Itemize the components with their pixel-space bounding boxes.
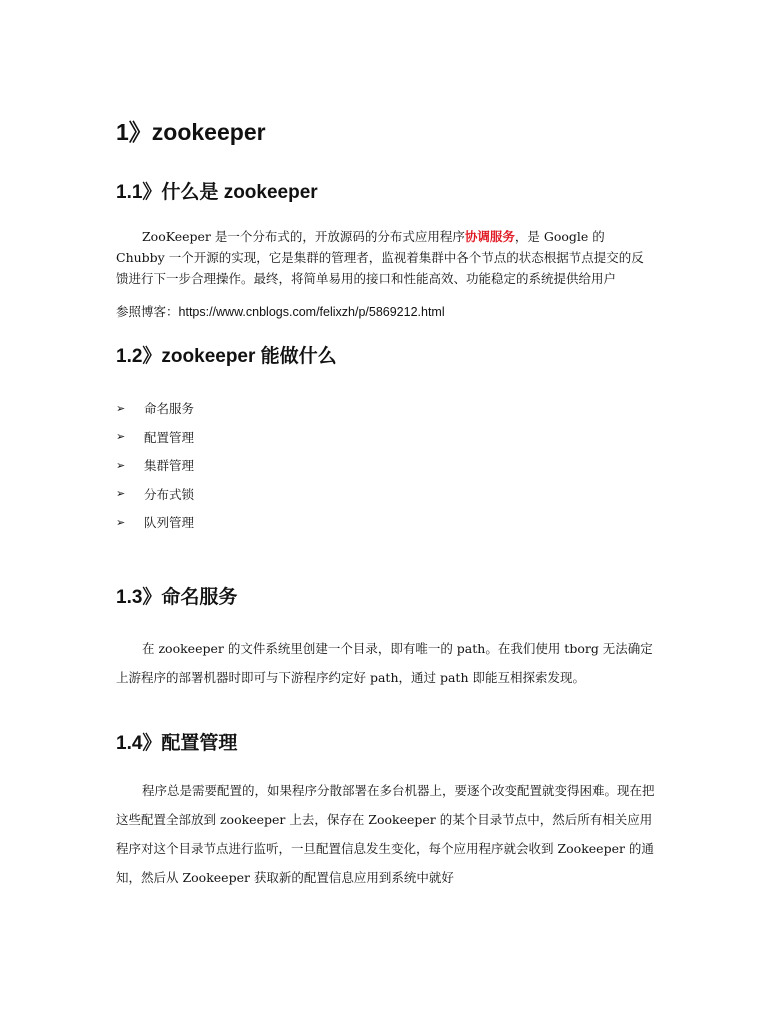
list-item-label: 集群管理	[144, 458, 195, 474]
intro-text: ZooKeeper 是一个分布式的，开放源码的分布式应用程序	[142, 229, 465, 244]
arrow-bullet-icon: ➢	[116, 458, 126, 472]
list-item-label: 配置管理	[144, 429, 195, 445]
list-item	[116, 508, 416, 537]
page-title: 1》zookeeper	[116, 119, 266, 145]
section-heading-capabilities: 1.2》zookeeper 能做什么	[116, 346, 337, 367]
list-item-label: 命名服务	[144, 401, 195, 417]
list-item-label: 分布式锁	[144, 486, 195, 502]
highlight-coordination-service: 协调服务	[464, 229, 515, 244]
arrow-bullet-icon: ➢	[116, 401, 126, 415]
list-item	[116, 480, 416, 509]
arrow-bullet-icon: ➢	[116, 515, 126, 529]
list-item	[116, 423, 416, 452]
section-heading-config-management: 1.4》配置管理	[116, 733, 238, 754]
list-item	[116, 394, 416, 423]
section-heading-naming-service: 1.3》命名服务	[116, 587, 238, 608]
intro-text-rest: ，是 Google 的 Chubby 一个开源的实现，它是集群的管理者，监视着集群中各个节点的状态根据节点提交的反馈进行下一步合理操作。最终，将简单易用的接口和性能高效、功能稳定的系统提供给用户	[116, 229, 644, 286]
reference-label: 参照博客：	[116, 304, 179, 319]
arrow-bullet-icon: ➢	[116, 430, 126, 444]
capabilities-list	[116, 394, 416, 537]
section-heading-what-is: 1.1》什么是 zookeeper	[116, 182, 318, 203]
naming-service-paragraph: 在 zookeeper 的文件系统里创建一个目录，即有唯一的 path。在我们使用 tborg 无法确定上游程序的部署机器时即可与下游程序约定好 path，通过 path 即能互相探索发现。	[116, 641, 653, 685]
list-item-label: 队列管理	[144, 515, 195, 531]
config-management-paragraph: 程序总是需要配置的，如果程序分散部署在多台机器上，要逐个改变配置就变得困难。现在把这些配置全部放到 zookeeper 上去，保存在 Zookeeper 的某个目录节点中，然后所有相关应用程序对这个目录节点进行监听，一旦配置信息发生变化，每个应用程序就会收到 Zookeeper 的通知，然后从 Zookeeper 获取新的配置信息应用到系统中就好	[116, 783, 655, 885]
intro-paragraph	[116, 226, 656, 289]
list-item	[116, 451, 416, 480]
reference-line	[116, 302, 445, 322]
arrow-bullet-icon: ➢	[116, 487, 126, 501]
reference-link[interactable]: https://www.cnblogs.com/felixzh/p/5869212.html	[178, 305, 445, 319]
